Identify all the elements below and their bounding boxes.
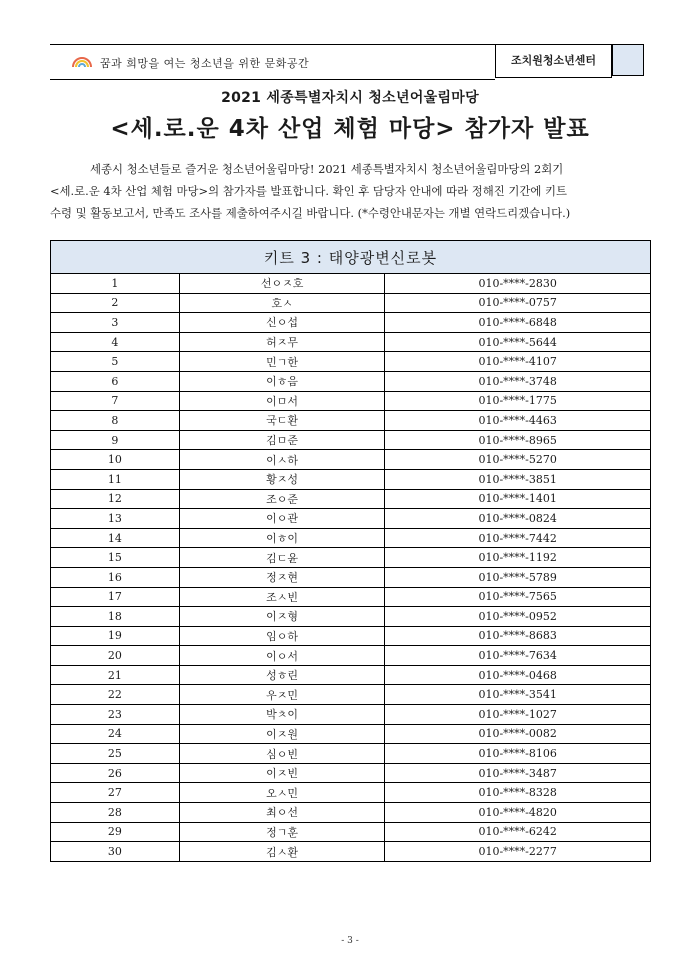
phone-number: 010-****-5789 <box>385 567 651 587</box>
table-row <box>51 607 651 627</box>
row-number: 26 <box>51 763 180 783</box>
row-number: 24 <box>51 724 180 744</box>
participant-name: 이ㅇ관 <box>179 509 385 529</box>
phone-number: 010-****-4463 <box>385 411 651 431</box>
table-row <box>51 548 651 568</box>
row-number: 5 <box>51 352 180 372</box>
row-number: 20 <box>51 646 180 666</box>
table-row <box>51 646 651 666</box>
table-row <box>51 705 651 725</box>
participant-name: 조ㅅ빈 <box>179 587 385 607</box>
participant-name: 정ㄱ훈 <box>179 822 385 842</box>
slogan-bar <box>50 44 495 80</box>
participant-name: 황ㅈ성 <box>179 469 385 489</box>
table-row <box>51 665 651 685</box>
row-number: 21 <box>51 665 180 685</box>
page-number: - 3 - <box>341 936 359 946</box>
table-row <box>51 352 651 372</box>
row-number: 27 <box>51 783 180 803</box>
table-row <box>51 430 651 450</box>
phone-number: 010-****-7634 <box>385 646 651 666</box>
participant-name: 민ㄱ한 <box>179 352 385 372</box>
participant-name: 이ㅇ서 <box>179 646 385 666</box>
table-row <box>51 587 651 607</box>
document-subtitle: 2021 세종특별자치시 청소년어울림마당 <box>221 90 479 106</box>
participant-name: 이ㅎ음 <box>179 371 385 391</box>
table-body <box>51 274 651 862</box>
row-number: 1 <box>51 274 180 294</box>
participant-name: 박ㅊ이 <box>179 705 385 725</box>
participant-name: 신ㅇ섭 <box>179 313 385 333</box>
row-number: 19 <box>51 626 180 646</box>
row-number: 17 <box>51 587 180 607</box>
table-row <box>51 469 651 489</box>
participant-name: 이ㅈ빈 <box>179 763 385 783</box>
row-number: 30 <box>51 842 180 862</box>
participant-name: 임ㅇ하 <box>179 626 385 646</box>
phone-number: 010-****-0757 <box>385 293 651 313</box>
intro-line: 수령 및 활동보고서, 만족도 조사를 제출하여주시길 바랍니다. (*수령안내문자는 개별 연락드리겠습니다.) <box>50 206 571 220</box>
row-number: 12 <box>51 489 180 509</box>
phone-number: 010-****-3748 <box>385 371 651 391</box>
table-row <box>51 391 651 411</box>
table-row <box>51 274 651 294</box>
phone-number: 010-****-4820 <box>385 803 651 823</box>
phone-number: 010-****-8106 <box>385 744 651 764</box>
row-number: 15 <box>51 548 180 568</box>
participant-name: 성ㅎ린 <box>179 665 385 685</box>
row-number: 8 <box>51 411 180 431</box>
participant-name: 이ㅁ서 <box>179 391 385 411</box>
phone-number: 010-****-7442 <box>385 528 651 548</box>
phone-number: 010-****-7565 <box>385 587 651 607</box>
row-number: 6 <box>51 371 180 391</box>
table-row <box>51 724 651 744</box>
phone-number: 010-****-8965 <box>385 430 651 450</box>
phone-number: 010-****-6242 <box>385 822 651 842</box>
participant-name: 김ㄷ윤 <box>179 548 385 568</box>
table-row <box>51 313 651 333</box>
slogan-text: 꿈과 희망을 여는 청소년을 위한 문화공간 <box>100 57 310 70</box>
table-row <box>51 450 651 470</box>
intro-paragraph <box>50 158 662 224</box>
phone-number: 010-****-1027 <box>385 705 651 725</box>
table-row <box>51 567 651 587</box>
table-row <box>51 763 651 783</box>
table-heading: 키트 3 : 태양광변신로봇 <box>51 241 651 274</box>
phone-number: 010-****-3487 <box>385 763 651 783</box>
participant-name: 이ㅈ형 <box>179 607 385 627</box>
table-row <box>51 744 651 764</box>
table-row <box>51 332 651 352</box>
phone-number: 010-****-0824 <box>385 509 651 529</box>
phone-number: 010-****-5270 <box>385 450 651 470</box>
table-row <box>51 783 651 803</box>
phone-number: 010-****-5644 <box>385 332 651 352</box>
intro-line: <세.로.운 4차 산업 체험 마당>의 참가자를 발표합니다. 확인 후 담당자 안내에 따라 정해진 기간에 키트 <box>50 184 568 198</box>
participant-name: 이ㅈ원 <box>179 724 385 744</box>
row-number: 28 <box>51 803 180 823</box>
participant-name: 우ㅈ민 <box>179 685 385 705</box>
phone-number: 010-****-8683 <box>385 626 651 646</box>
phone-number: 010-****-0082 <box>385 724 651 744</box>
table-row <box>51 489 651 509</box>
row-number: 2 <box>51 293 180 313</box>
row-number: 18 <box>51 607 180 627</box>
table-row <box>51 822 651 842</box>
phone-number: 010-****-4107 <box>385 352 651 372</box>
table-row <box>51 293 651 313</box>
participant-name: 최ㅇ선 <box>179 803 385 823</box>
row-number: 23 <box>51 705 180 725</box>
row-number: 11 <box>51 469 180 489</box>
participant-name: 김ㅅ환 <box>179 842 385 862</box>
phone-number: 010-****-0952 <box>385 607 651 627</box>
phone-number: 010-****-1401 <box>385 489 651 509</box>
participant-name: 조ㅇ준 <box>179 489 385 509</box>
phone-number: 010-****-3851 <box>385 469 651 489</box>
participant-name: 허ㅈ무 <box>179 332 385 352</box>
row-number: 10 <box>51 450 180 470</box>
participant-name: 김ㅁ준 <box>179 430 385 450</box>
letterhead <box>50 44 644 78</box>
participant-name: 이ㅅ하 <box>179 450 385 470</box>
table-row <box>51 842 651 862</box>
phone-number: 010-****-0468 <box>385 665 651 685</box>
document-title: <세.로.운 4차 산업 체험 마당> 참가자 발표 <box>110 116 590 142</box>
phone-number: 010-****-1775 <box>385 391 651 411</box>
participant-name: 선ㅇㅈ호 <box>179 274 385 294</box>
center-name: 조치원청소년센터 <box>495 44 612 78</box>
rainbow-icon <box>72 56 92 68</box>
table-row <box>51 626 651 646</box>
row-number: 16 <box>51 567 180 587</box>
phone-number: 010-****-2277 <box>385 842 651 862</box>
row-number: 14 <box>51 528 180 548</box>
row-number: 25 <box>51 744 180 764</box>
row-number: 3 <box>51 313 180 333</box>
table-row <box>51 685 651 705</box>
phone-number: 010-****-1192 <box>385 548 651 568</box>
phone-number: 010-****-8328 <box>385 783 651 803</box>
table-row <box>51 371 651 391</box>
participant-name: 심ㅇ빈 <box>179 744 385 764</box>
table-row <box>51 528 651 548</box>
table-row <box>51 509 651 529</box>
participant-name: 정ㅈ현 <box>179 567 385 587</box>
row-number: 22 <box>51 685 180 705</box>
header-color-box <box>612 44 644 76</box>
row-number: 9 <box>51 430 180 450</box>
intro-line: 세종시 청소년들로 즐거운 청소년어울림마당! 2021 세종특별자치시 청소년어울림마당의 2회기 <box>90 162 564 176</box>
row-number: 4 <box>51 332 180 352</box>
table-row <box>51 411 651 431</box>
row-number: 29 <box>51 822 180 842</box>
table-row <box>51 803 651 823</box>
phone-number: 010-****-2830 <box>385 274 651 294</box>
participant-name: 호ㅅ <box>179 293 385 313</box>
participant-name: 이ㅎ이 <box>179 528 385 548</box>
row-number: 13 <box>51 509 180 529</box>
row-number: 7 <box>51 391 180 411</box>
participant-table <box>50 240 651 862</box>
phone-number: 010-****-3541 <box>385 685 651 705</box>
participant-name: 국ㄷ환 <box>179 411 385 431</box>
phone-number: 010-****-6848 <box>385 313 651 333</box>
participant-name: 오ㅅ민 <box>179 783 385 803</box>
